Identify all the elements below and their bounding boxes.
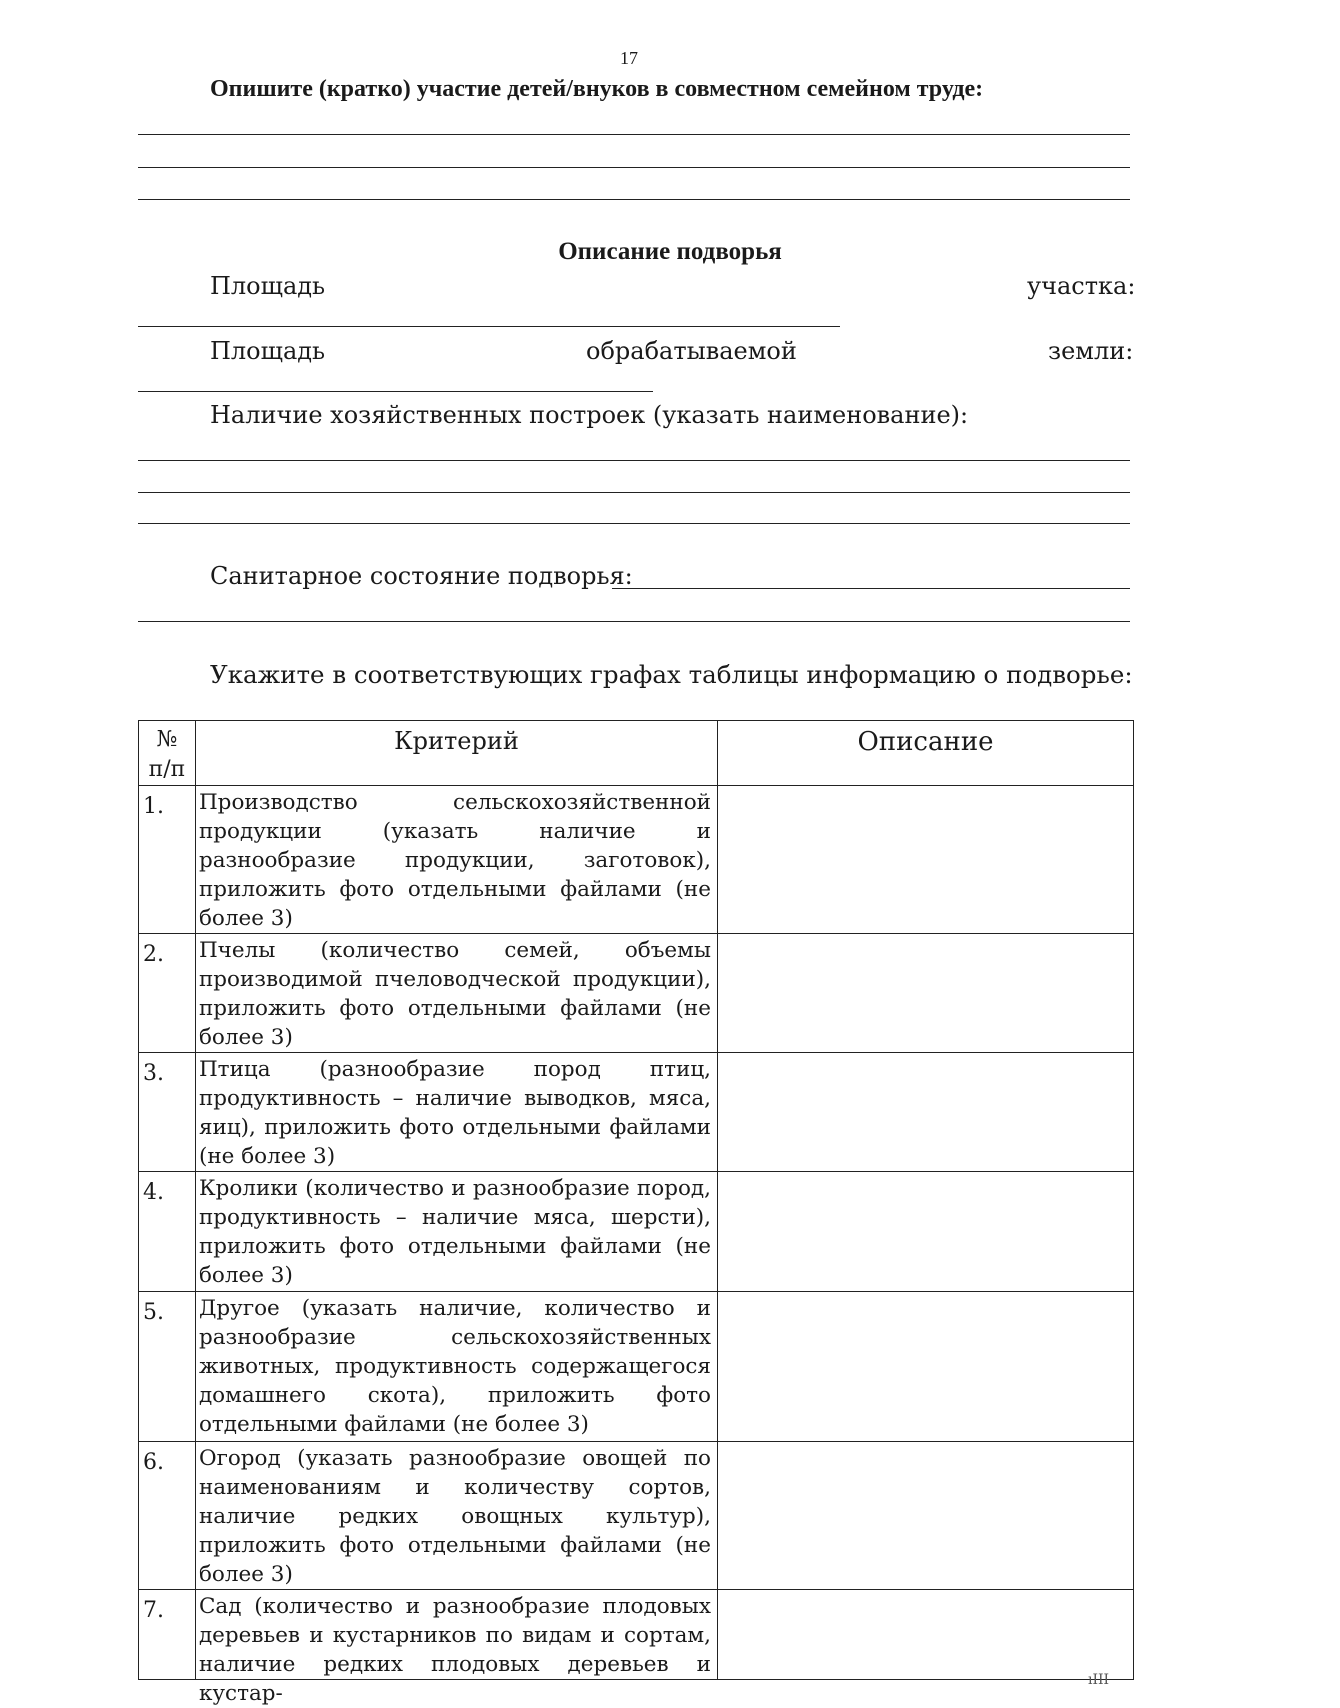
header-num: № п/п [139, 721, 196, 786]
row-criterion: Кролики (количество и разнообразие пород, продуктивность – наличие мяса, шерсти), приложить фото отдельными файлами (не более 3) [195, 1172, 717, 1292]
table-row [139, 1053, 1134, 1172]
footer-scan-mark: ıIII [1088, 1672, 1110, 1688]
buildings-label: Наличие хозяйственных построек (указать наименование): [210, 401, 969, 429]
sanitary-line-2[interactable] [138, 621, 1130, 622]
table-row [139, 1442, 1134, 1590]
answer-line-3[interactable] [138, 199, 1130, 200]
header-criterion: Критерий [195, 721, 717, 786]
table-row [139, 786, 1134, 934]
row-num: 2. [139, 934, 196, 1053]
table-row [139, 934, 1134, 1053]
area-plot-label-tail: участка: [1027, 272, 1136, 300]
row-num: 1. [139, 786, 196, 934]
row-num: 7. [139, 1590, 196, 1680]
answer-line-2[interactable] [138, 167, 1130, 168]
farmstead-table [138, 720, 1134, 1706]
row-criterion: Производство сельскохозяйственной продукции (указать наличие и разнообразие продукции, заготовок), приложить фото отдельными файлами (не более 3) [195, 786, 717, 934]
table-row [139, 1292, 1134, 1442]
table-row [139, 1172, 1134, 1292]
area-plot-label: Площадь [210, 272, 326, 300]
area-cultivated-label: Площадь [210, 337, 326, 365]
row-description-cell[interactable] [718, 934, 1134, 1053]
row-criterion: Сад (количество и разнообразие плодовых деревьев и кустарников по видам и сортам, наличие редких плодовых деревьев и кустар- [195, 1590, 717, 1680]
table-row [139, 1590, 1134, 1680]
header-description: Описание [718, 721, 1134, 786]
row-num: 4. [139, 1172, 196, 1292]
section-title: Описание подворья [558, 238, 782, 265]
row-description-cell[interactable] [718, 786, 1134, 934]
page-number: 17 [620, 48, 638, 68]
row-criterion: Пчелы (количество семей, объемы производимой пчеловодческой продукции), приложить фото отдельными файлами (не более 3) [195, 934, 717, 1053]
sanitary-field[interactable] [612, 588, 1130, 589]
row-criterion: Другое (указать наличие, количество и разнообразие сельскохозяйственных животных, продуктивность содержащегося домашнего скота), приложить фото отдельными файлами (не более 3) [195, 1292, 717, 1442]
area-cultivated-field[interactable] [138, 391, 653, 392]
table-intro: Укажите в соответствующих графах таблицы информацию о подворье: [210, 660, 1133, 689]
row-num: 5. [139, 1292, 196, 1442]
table-header-row [139, 721, 1134, 786]
row-description-cell[interactable] [718, 1172, 1134, 1292]
row-criterion: Птица (разнообразие пород птиц, продуктивность – наличие выводков, мяса, яиц), приложить фото отдельными файлами (не более 3) [195, 1053, 717, 1172]
sanitary-label: Санитарное состояние подворья: [210, 562, 633, 590]
row-num: 3. [139, 1053, 196, 1172]
row-description-cell[interactable] [718, 1442, 1134, 1590]
answer-line-1[interactable] [138, 134, 1130, 135]
row-criterion: Огород (указать разнообразие овощей по наименованиям и количеству сортов, наличие редких овощных культур), приложить фото отдельными файлами (не более 3) [195, 1442, 717, 1590]
row-description-cell[interactable] [718, 1590, 1134, 1680]
row-num: 6. [139, 1442, 196, 1590]
area-cultivated-label-tail: земли: [1048, 337, 1134, 365]
buildings-line-3[interactable] [138, 523, 1130, 524]
area-plot-field[interactable] [138, 326, 840, 327]
row-description-cell[interactable] [718, 1053, 1134, 1172]
area-cultivated-label-mid: обрабатываемой [586, 337, 797, 365]
buildings-line-2[interactable] [138, 492, 1130, 493]
buildings-line-1[interactable] [138, 460, 1130, 461]
question-family-work: Опишите (кратко) участие детей/внуков в совместном семейном труде: [210, 76, 984, 102]
row-description-cell[interactable] [718, 1292, 1134, 1442]
